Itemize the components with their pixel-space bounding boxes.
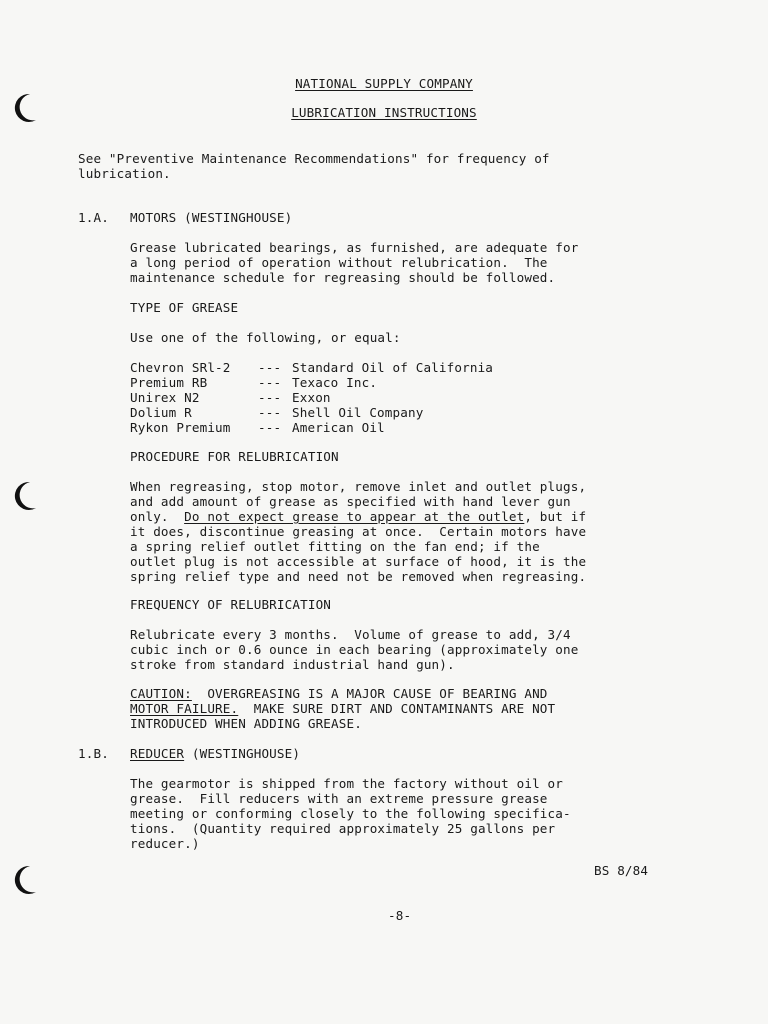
paragraph-line: a spring relief outlet fitting on the fan end; if the <box>130 539 540 554</box>
grease-dash: --- <box>258 390 282 405</box>
emphasis-underline: Do not expect grease to appear at the outlet <box>184 509 525 524</box>
grease-name: Premium RB <box>130 375 208 390</box>
paragraph-line: stroke from standard industrial hand gun). <box>130 657 455 672</box>
subheading-type-of-grease: TYPE OF GREASE <box>130 300 239 315</box>
grease-supplier: Texaco Inc. <box>292 375 378 390</box>
paragraph-line: tions. (Quantity required approximately 25 gallons per <box>130 821 556 836</box>
caution-line: INTRODUCED WHEN ADDING GREASE. <box>130 716 362 731</box>
intro-line: See "Preventive Maintenance Recommendations" for frequency of <box>78 151 550 166</box>
paragraph-line: reducer.) <box>130 836 200 851</box>
punch-hole-middle <box>12 480 38 512</box>
document-code: BS 8/84 <box>594 863 649 878</box>
grease-name: Rykon Premium <box>130 420 231 435</box>
section-number: 1.B. <box>78 746 109 761</box>
grease-row <box>130 390 331 405</box>
caution-label: CAUTION: <box>130 686 192 701</box>
subheading-procedure: PROCEDURE FOR RELUBRICATION <box>130 449 339 464</box>
grease-row <box>130 375 377 390</box>
section-heading: MOTORS (WESTINGHOUSE) <box>130 210 293 225</box>
paragraph-line: grease. Fill reducers with an extreme pressure grease <box>130 791 548 806</box>
punch-hole-icon <box>12 480 38 512</box>
paragraph-line: spring relief type and need not be removed when regreasing. <box>130 569 587 584</box>
section-number: 1.A. <box>78 210 109 225</box>
caution-line: CAUTION: OVERGREASING IS A MAJOR CAUSE OF BEARING AND <box>130 686 548 701</box>
company-name: NATIONAL SUPPLY COMPANY <box>295 76 473 91</box>
punch-hole-bottom <box>12 864 38 896</box>
intro-line: lubrication. <box>78 166 171 181</box>
grease-dash: --- <box>258 405 282 420</box>
punch-hole-icon <box>12 864 38 896</box>
grease-dash: --- <box>258 375 282 390</box>
paragraph-line: cubic inch or 0.6 ounce in each bearing (approximately one <box>130 642 579 657</box>
paragraph-line: maintenance schedule for regreasing should be followed. <box>130 270 556 285</box>
paragraph-line: it does, discontinue greasing at once. Certain motors have <box>130 524 587 539</box>
section-heading: REDUCER (WESTINGHOUSE) <box>130 746 301 761</box>
grease-dash: --- <box>258 360 282 375</box>
grease-supplier: American Oil <box>292 420 385 435</box>
page-number: -8- <box>388 908 412 923</box>
paragraph-line: When regreasing, stop motor, remove inlet and outlet plugs, <box>130 479 587 494</box>
subheading-frequency: FREQUENCY OF RELUBRICATION <box>130 597 332 612</box>
grease-supplier: Exxon <box>292 390 331 405</box>
paragraph-line: The gearmotor is shipped from the factory without oil or <box>130 776 563 791</box>
paragraph-line: outlet plug is not accessible at surface of hood, it is the <box>130 554 587 569</box>
grease-row <box>130 405 423 420</box>
grease-name: Unirex N2 <box>130 390 200 405</box>
grease-row <box>130 420 385 435</box>
caution-line: MOTOR FAILURE. MAKE SURE DIRT AND CONTAMINANTS ARE NOT <box>130 701 556 716</box>
paragraph-line: Grease lubricated bearings, as furnished, are adequate for <box>130 240 579 255</box>
document-title: LUBRICATION INSTRUCTIONS <box>291 105 477 120</box>
grease-name: Dolium R <box>130 405 192 420</box>
paragraph-line: and add amount of grease as specified with hand lever gun <box>130 494 571 509</box>
paragraph-line: Relubricate every 3 months. Volume of grease to add, 3/4 <box>130 627 571 642</box>
grease-dash: --- <box>258 420 282 435</box>
paragraph-line: only. Do not expect grease to appear at the outlet, but if <box>130 509 587 524</box>
paragraph-line: a long period of operation without relubrication. The <box>130 255 548 270</box>
grease-name: Chevron SRl-2 <box>130 360 231 375</box>
grease-row <box>130 360 493 375</box>
paragraph-line: meeting or conforming closely to the following specifica- <box>130 806 571 821</box>
grease-supplier: Standard Oil of California <box>292 360 494 375</box>
paragraph-line: Use one of the following, or equal: <box>130 330 401 345</box>
grease-supplier: Shell Oil Company <box>292 405 424 420</box>
